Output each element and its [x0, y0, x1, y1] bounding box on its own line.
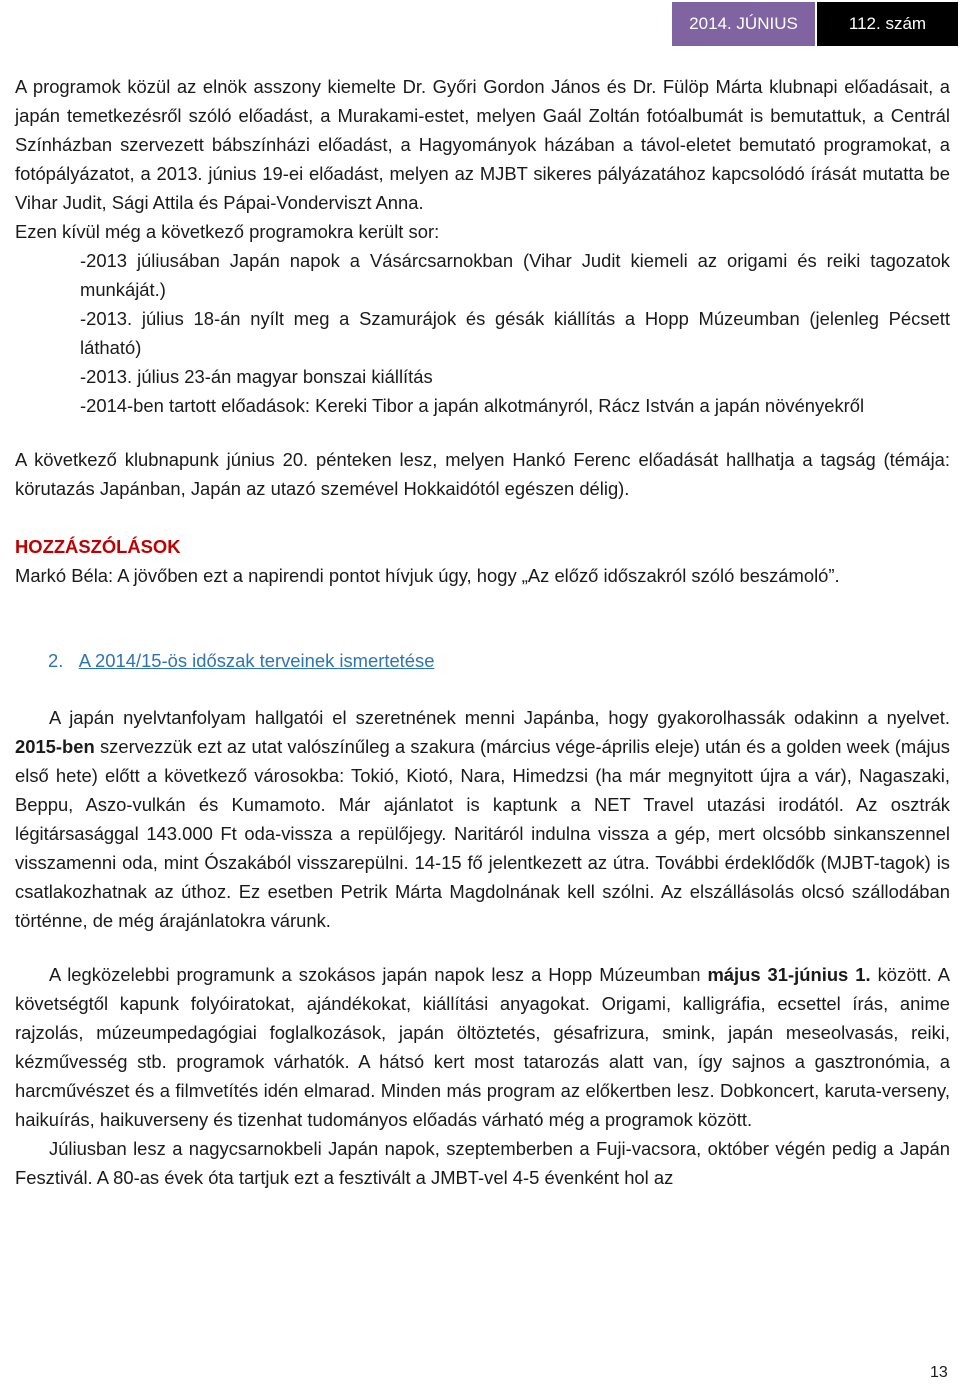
header-date: 2014. JÚNIUS [672, 2, 815, 46]
paragraph-japan-days [15, 960, 950, 1134]
program-list-item: -2013 júliusában Japán napok a Vásárcsarnokban (Vihar Judit kiemeli az origami és reiki tagozatok munkáját.) [80, 250, 950, 300]
paragraph-programs-highlighted: A programok közül az elnök asszony kiemelte Dr. Győri Gordon János és Dr. Fülöp Márta klubnapi előadásait, a japán temetkezésről szóló előadást, a Murakami-estet, melyen Gaál Zoltán fotóalbumát is bemutattuk, a Centrál Színházban szervezett bábszínházi előadást, a Hagyományok házában a távol-eletet bemutató programokat, a fotópályázatot, a 2013. június 19-ei előadást, melyen az MJBT sikeres pályázatához kapcsolódó írását mutatta be Vihar Judit, Sági Attila és Pápai-Vonderviszt Anna. [15, 76, 950, 213]
paragraph-other-programs-intro: Ezen kívül még a következő programokra került sor: [15, 221, 440, 242]
paragraph-summer-autumn-events: Júliusban lesz a nagycsarnokbeli Japán napok, szeptemberben a Fuji-vacsora, október végén pedig a Japán Fesztivál. A 80-as évek óta tartjuk ezt a fesztivált a JMBT-vel 4-5 évenként hol az [15, 1138, 950, 1188]
program-list-item: -2013. július 18-án nyílt meg a Szamurájok és gésák kiállítás a Hopp Múzeumban (jelenleg Pécsett látható) [80, 308, 950, 358]
page-number: 13 [930, 1364, 948, 1381]
page-body [15, 72, 950, 1192]
header-issue-number: 112. szám [817, 2, 958, 46]
comment-marko-bela: Markó Béla: A jövőben ezt a napirendi pontot hívjuk úgy, hogy „Az előző időszakról szóló beszámoló”. [15, 565, 840, 586]
section-title: A 2014/15-ös időszak terveinek ismertetése [78, 650, 435, 671]
comments-heading: HOZZÁSZÓLÁSOK [15, 536, 181, 557]
program-list-item: -2014-ben tartott előadások: Kereki Tibor a japán alkotmányról, Rácz István a japán növényekről [80, 395, 865, 416]
text-run: szervezzük ezt az utat valószínűleg a szakura (március vége-április eleje) után és a golden week (május első hete) előtt a következő városokba: Tokió, Kiotó, Nara, Himedzsi (ha már megnyitott újra a vár), Nagaszaki, Beppu, Aszo-vulkán és Kumamoto. Már ajánlatot is kaptunk a NET Travel utazási irodától. Az osztrák légitársasággal 143.000 Ft oda-vissza a repülőjegy. Naritáról indulna vissza a gép, mert olcsóbb sinkanszennel visszamenni oda, mint Ószakából visszarepülni. 14-15 fő jelentkezett az útra. További érdeklődők (MJBT-tagok) is csatlakozhatnak az úthoz. Ez esetben Petrik Márta Magdolnának kell szólni. Az elszállásolás olcsó szállodában történne, de még árajánlatokra várunk. [15, 736, 950, 931]
text-run: A japán nyelvtanfolyam hallgatói el szeretnének menni Japánba, hogy gyakorolhassák odakinn a nyelvet. [49, 707, 950, 728]
paragraph-next-clubday: A következő klubnapunk június 20. pénteken lesz, melyen Hankó Ferenc előadását hallhatja a tagság (témája: körutazás Japánban, Japán az utazó szemével Hokkaidótól egészen délig). [15, 449, 950, 499]
bold-year: 2015-ben [15, 736, 95, 757]
program-list-item: -2013. július 23-án magyar bonszai kiállítás [80, 366, 433, 387]
text-run: A legközelebbi programunk a szokásos japán napok lesz a Hopp Múzeumban [49, 964, 701, 985]
paragraph-japan-trip [15, 703, 950, 935]
text-run: között. A követségtől kapunk folyóiratokat, ajándékokat, kiállítási anyagokat. Origami, kalligráfia, ecsettel írás, anime rajzolás, múzeumpedagógiai foglalkozások, japán öltöztetés, gésafrizura, smink, japán meseolvasás, reiki, kézművesség stb. programok várhatók. A hátsó kert most tatarozás alatt van, így sajnos a gasztronómia, a harcművészet és a filmvetítés idén elmarad. Minden más program az előkertben lesz. Dobkoncert, karuta-verseny, haikuírás, haikuverseny és tizenhat tudományos előadás várható még a programok között. [15, 964, 950, 1130]
section-number: 2. [48, 650, 64, 671]
section-2-heading [48, 646, 950, 675]
bold-dates: május 31-június 1. [707, 964, 871, 985]
